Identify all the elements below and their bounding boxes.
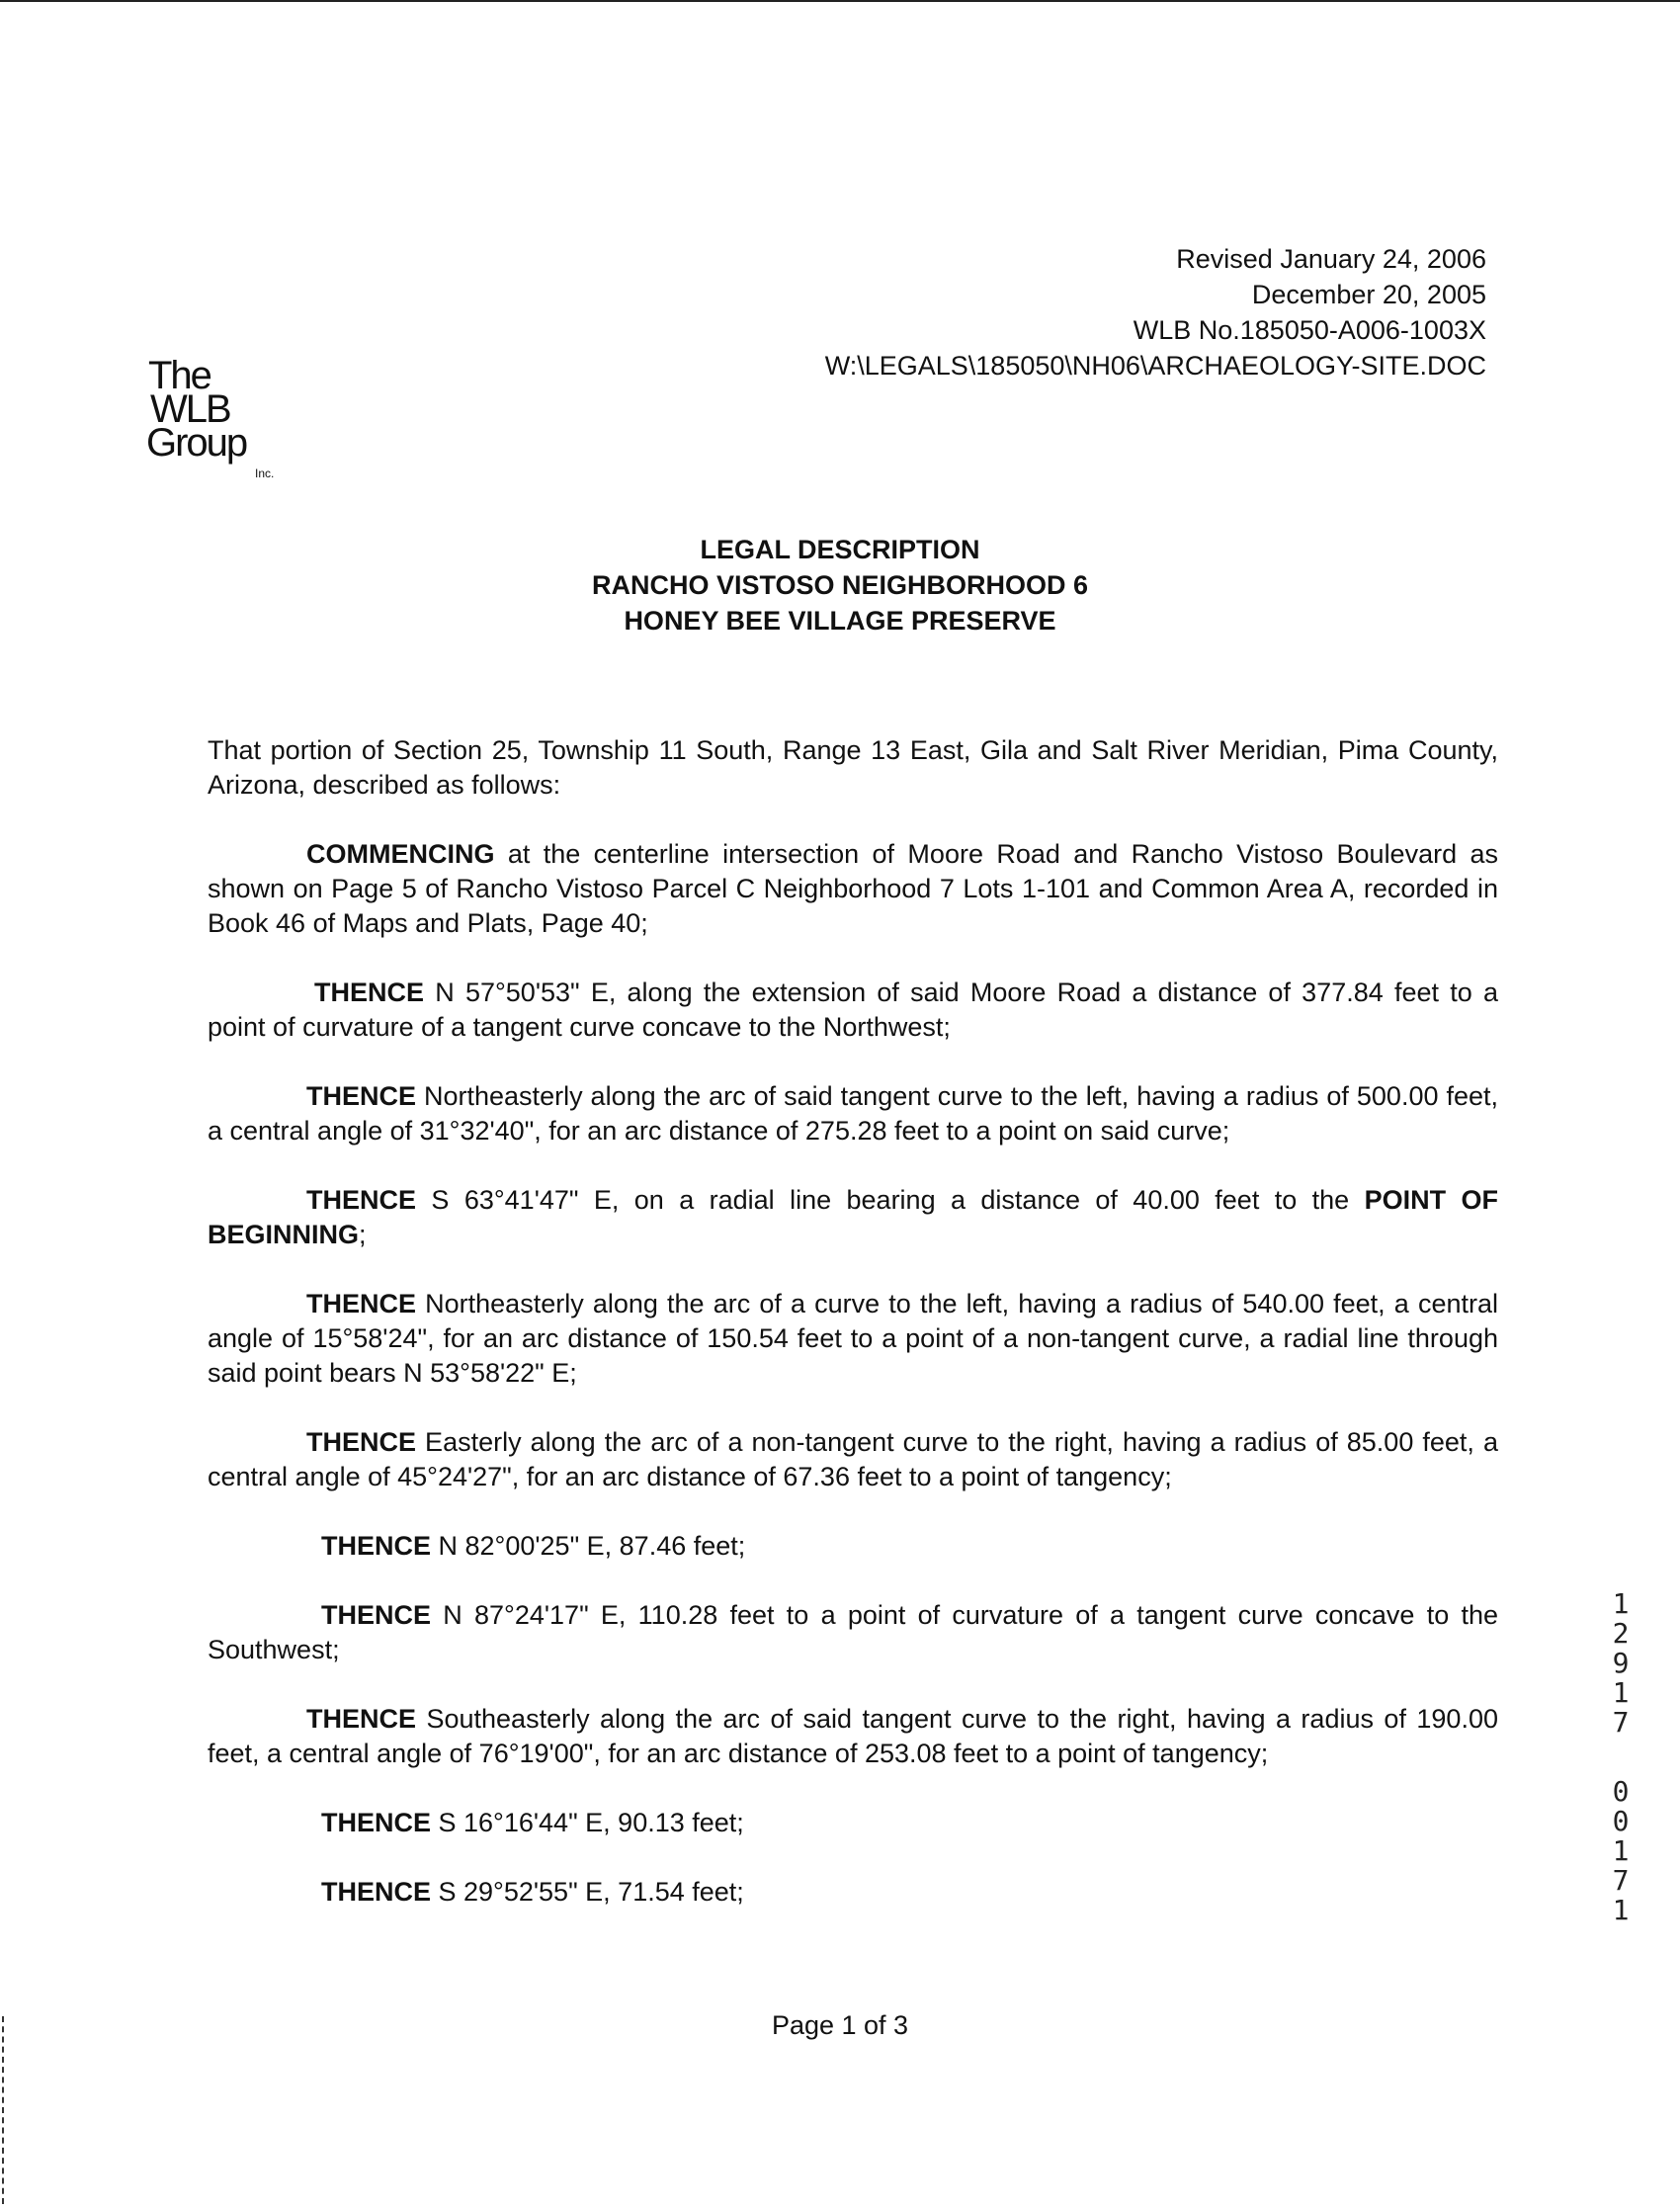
keyword-thence: THENCE (321, 1531, 432, 1561)
page-number: Page 1 of 3 (771, 2010, 909, 2040)
commencing-paragraph (208, 837, 1498, 941)
wlb-number: WLB No.185050-A006-1003X (1133, 315, 1486, 345)
stamp-digit: 9 (1612, 1647, 1630, 1679)
logo-line-wlb: WLB (150, 387, 230, 431)
thence-paragraph-2 (208, 1079, 1498, 1148)
keyword-thence: THENCE (306, 1704, 417, 1734)
stamp-digit: 1 (1612, 1676, 1630, 1709)
recording-stamp (1609, 1589, 1633, 1925)
legal-description-body (208, 733, 1498, 1944)
logo-line-group: Group (146, 421, 247, 465)
keyword-thence: THENCE (321, 1877, 432, 1907)
title-line-1: LEGAL DESCRIPTION (700, 535, 980, 564)
keyword-thence: THENCE (306, 1185, 417, 1215)
thence-paragraph-1 (208, 976, 1498, 1045)
thence-text-8: Southeasterly along the arc of said tangent curve to the right, having a radius of 190.00 feet, a central angle of 76°19'00", for an arc distance of 253.08 feet to a point of tangency; (208, 1704, 1498, 1768)
original-date: December 20, 2005 (1251, 280, 1486, 309)
stamp-digit: 7 (1612, 1864, 1630, 1897)
thence-text-3: S 63°41'47" E, on a radial line bearing a distance of 40.00 feet to the (416, 1185, 1365, 1215)
top-border-line (0, 0, 1680, 2)
stamp-digit: 1 (1612, 1834, 1630, 1867)
thence-text-2: Northeasterly along the arc of said tangent curve to the left, having a radius of 500.00 feet, a central angle of 31°32'40", for an arc distance of 275.28 feet to a point on said curve; (208, 1081, 1498, 1146)
thence-paragraph-4 (208, 1287, 1498, 1391)
intro-paragraph: That portion of Section 25, Township 11 South, Range 13 East, Gila and Salt River Meridian, Pima County, Arizona, described as follows: (208, 735, 1498, 800)
thence-text-5: Easterly along the arc of a non-tangent curve to the right, having a radius of 85.00 feet, a central angle of 45°24'27", for an arc distance of 67.36 feet to a point of tangency; (208, 1427, 1498, 1491)
keyword-thence: THENCE (306, 1081, 417, 1111)
stamp-digit: 1 (1612, 1894, 1630, 1926)
thence-paragraph-5 (208, 1425, 1498, 1494)
thence-text-3-end: ; (359, 1220, 367, 1249)
keyword-thence: THENCE (306, 1427, 417, 1457)
title-line-2: RANCHO VISTOSO NEIGHBORHOOD 6 (591, 570, 1089, 600)
commencing-text: at the centerline intersection of Moore Road and Rancho Vistoso Boulevard as shown on Page 5 of Rancho Vistoso Parcel C Neighborhood 7 Lots 1-101 and Common Area A, recorded in Book 46 of Maps and Plats, Page 40; (208, 839, 1498, 938)
stamp-digit: 7 (1612, 1706, 1630, 1739)
thence-paragraph-7 (208, 1598, 1498, 1667)
stamp-digit: 2 (1612, 1617, 1630, 1650)
thence-text-4: Northeasterly along the arc of a curve to the left, having a radius of 540.00 feet, a central angle of 15°58'24", for an arc distance of 150.54 feet to a point of a non-tangent curve, a radial line through said point bears N 53°58'22" E; (208, 1289, 1498, 1388)
wlb-group-logo (146, 356, 294, 484)
document-header (825, 241, 1486, 383)
thence-paragraph-9 (208, 1806, 1498, 1840)
thence-paragraph-6 (208, 1529, 1498, 1564)
logo-line-the: The (148, 354, 210, 397)
thence-text-9: S 16°16'44" E, 90.13 feet; (431, 1808, 744, 1837)
thence-text-7: N 87°24'17" E, 110.28 feet to a point of curvature of a tangent curve concave to the Southwest; (208, 1600, 1498, 1664)
file-path: W:\LEGALS\185050\NH06\ARCHAEOLOGY-SITE.DOC (824, 351, 1486, 381)
thence-paragraph-8 (208, 1702, 1498, 1771)
stamp-digit: 0 (1612, 1805, 1630, 1837)
revised-date: Revised January 24, 2006 (1176, 244, 1486, 274)
thence-text-6: N 82°00'25" E, 87.46 feet; (431, 1531, 746, 1561)
stamp-digit: 0 (1612, 1775, 1630, 1808)
thence-text-10: S 29°52'55" E, 71.54 feet; (431, 1877, 744, 1907)
thence-paragraph-10 (208, 1875, 1498, 1910)
keyword-point-of-beginning: POINT OF BEGINNING (208, 1185, 1498, 1249)
scan-edge-mark (2, 2016, 6, 2204)
stamp-digit: 1 (1612, 1587, 1630, 1620)
thence-paragraph-3 (208, 1183, 1498, 1252)
document-title (0, 532, 1680, 638)
keyword-thence: THENCE (314, 978, 425, 1007)
keyword-thence: THENCE (321, 1600, 432, 1630)
keyword-thence: THENCE (306, 1289, 417, 1318)
keyword-thence: THENCE (321, 1808, 432, 1837)
title-line-3: HONEY BEE VILLAGE PRESERVE (624, 606, 1056, 636)
logo-inc: Inc. (255, 467, 275, 480)
keyword-commencing: COMMENCING (306, 839, 495, 869)
thence-text-1: N 57°50'53" E, along the extension of said Moore Road a distance of 377.84 feet to a point of curvature of a tangent curve concave to the Northwest; (208, 978, 1498, 1042)
